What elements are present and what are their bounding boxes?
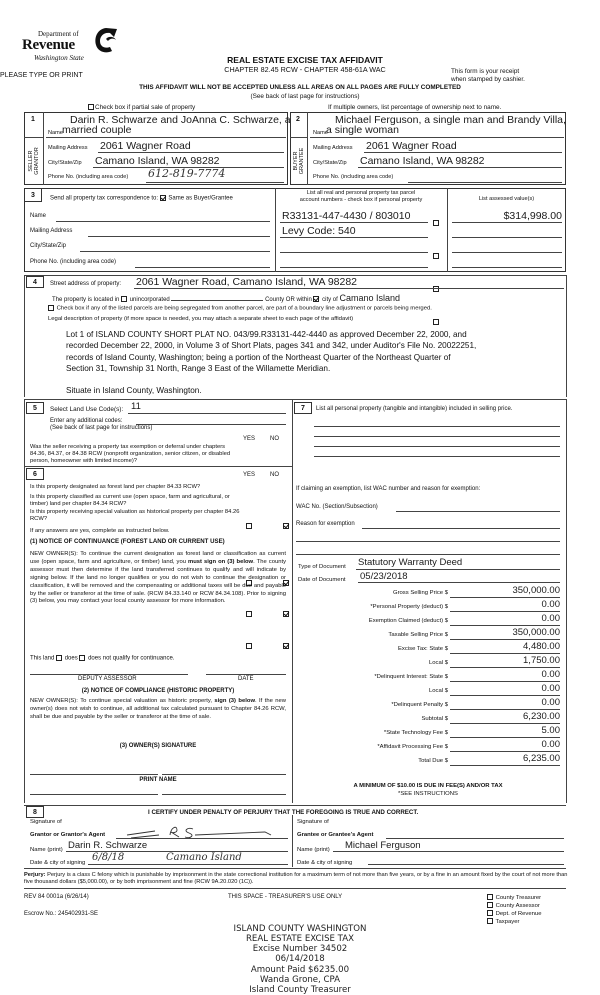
doc-date-value[interactable]: 05/23/2018	[360, 571, 408, 582]
additional-codes-field[interactable]	[136, 424, 286, 425]
grantee-date-label: Date & city of signing	[297, 860, 353, 866]
receipt-note-1: This form is your receipt	[451, 68, 520, 75]
section-4-number: 4	[26, 276, 44, 288]
copy-item	[487, 894, 542, 902]
located-in-label: The property is located in	[52, 297, 120, 303]
legal-line: Lot 1 of ISLAND COUNTY SHORT PLAT NO. 043/99.R33131-442-4440 as approved December 22, 2000, and	[66, 330, 467, 339]
city-of-checkbox[interactable]	[313, 296, 319, 302]
county-field[interactable]	[171, 300, 263, 301]
copy-label: Taxpayer	[495, 919, 520, 925]
stamp-line: Wanda Grone, CPA	[259, 974, 341, 985]
seller-city-label: City/State/Zip	[48, 160, 82, 166]
notice1-pre: NEW OWNER(S): To continue the current designation as forest land or classification as current use (open space, farm and agriculture, or timber) land, you	[30, 551, 286, 565]
personal-property-checkbox[interactable]	[433, 220, 439, 226]
seller-mailing-value[interactable]: 2061 Wagner Road	[100, 140, 191, 152]
escrow-number: 245402931-SE	[58, 911, 99, 917]
section-5-number: 5	[26, 402, 44, 414]
notice1-bold: must sign on (3) below	[188, 558, 254, 565]
parcel-number[interactable]: Levy Code: 540	[282, 225, 356, 237]
segregated-checkbox[interactable]	[48, 305, 54, 311]
assessed-header: List assessed value(s)	[478, 196, 535, 202]
grantor-date-value[interactable]: 6/8/18	[92, 852, 125, 863]
amount-label: Local $	[429, 688, 448, 694]
s6-yes-header: YES	[243, 472, 256, 478]
stamp-line: REAL ESTATE EXCISE TAX	[245, 934, 355, 945]
land-use-code[interactable]: 11	[131, 401, 141, 412]
seller-name-line1[interactable]: Darin R. Schwarze and JoAnna C. Schwarze, a	[70, 114, 291, 126]
multiple-owners-note: If multiple owners, list percentage of ownership next to name.	[328, 104, 502, 111]
wac-label: WAC No. (Section/Subsection)	[296, 504, 378, 510]
exemption-yes-checkbox[interactable]	[246, 523, 252, 529]
deputy-assessor-signature-line[interactable]	[30, 674, 188, 675]
grantor-sig-of-label: Signature of	[30, 819, 62, 825]
please-type-label: PLEASE TYPE OR PRINT	[0, 72, 83, 79]
buyer-phone-value[interactable]	[410, 172, 560, 182]
washington-state-label: Washington State	[34, 54, 84, 62]
personal-property-line[interactable]	[314, 426, 560, 427]
corr-phone-label: Phone No. (including area code)	[30, 259, 117, 265]
section-2-number: 2	[296, 116, 300, 123]
amount-value[interactable]: 5.00	[541, 725, 560, 736]
copy-item	[487, 902, 542, 910]
assessed-value[interactable]: $314,998.00	[503, 210, 562, 222]
amount-label: *State Technology Fee $	[383, 730, 448, 736]
stamp-line: Amount Paid $6235.00	[250, 964, 350, 975]
grantor-agent-label: Grantor or Grantor's Agent	[30, 832, 106, 838]
stamp-line: Excise Number 34502	[252, 944, 348, 955]
perjury-text: Perjury is a class C felony which is punishable by imprisonment in the state correctional institution for a maximum term of not more than five years, or by a fine in an amount fixed by the court of not more than five thousand dollars ($5,000.00), or by both imprisonment and fine (RCW 9A.20.020 (1C)).	[24, 872, 568, 886]
legal-line: Section 31, Township 31 North, Range 3 East of the Willamette Meridian.	[66, 363, 331, 373]
owner-signature-line[interactable]	[162, 774, 286, 775]
revenue-wordmark: Revenue	[22, 37, 75, 53]
minimum-due-note: A MINIMUM OF $10.00 IS DUE IN FEE(S) AND/OR TAX	[353, 783, 503, 789]
parcel-number[interactable]: R33131-447-4430 / 803010	[282, 210, 411, 222]
dept-of-label: Department of	[38, 30, 79, 38]
see-instructions-note: *SEE INSTRUCTIONS	[398, 791, 458, 797]
buyer-phone-label: Phone No. (including area code)	[313, 174, 394, 180]
grantor-city-value[interactable]: Camano Island	[166, 852, 242, 863]
amount-value[interactable]: 0.00	[541, 669, 560, 680]
legal-line: recorded December 22, 2000, in Volume 3 of Short Plats, pages 341 and 342, under Auditor's File No. 20022251,	[66, 341, 477, 351]
amount-value[interactable]: 6,230.00	[523, 711, 560, 722]
parcel-header-line2: account numbers - check box if personal property	[299, 196, 423, 203]
reason-field[interactable]	[296, 541, 560, 542]
s6-question-text: Is this property receiving special valuation as historical property per chapter 84.26 RCW?	[30, 509, 240, 523]
seller-phone-value[interactable]: 612-819-7774	[148, 167, 226, 180]
print-name-line[interactable]	[30, 794, 158, 795]
amount-value[interactable]: 0.00	[541, 739, 560, 750]
parcel-header	[276, 190, 446, 204]
grantee-signature-line[interactable]	[386, 838, 564, 839]
copy-item	[487, 910, 542, 918]
situate-line: Situate in Island County, Washington.	[66, 386, 202, 396]
grantee-agent-label: Grantee or Grantee's Agent	[297, 832, 374, 838]
legal-description[interactable]	[66, 329, 566, 396]
date-label: DATE	[238, 676, 254, 682]
additional-codes-label: Enter any additional codes:	[50, 418, 123, 424]
grantor-date-label: Date & city of signing	[30, 860, 86, 866]
grantor-name-label: Name (print)	[30, 847, 63, 853]
print-name-label: PRINT NAME	[139, 777, 177, 783]
notice2-post: . If the new owner(s) does not wish to continue, all additional tax calculated pursuant to Chapter 84.26 RCW, shall be due and payable by the seller or transferor at the time of sale.	[30, 698, 287, 720]
section-1-number: 1	[31, 116, 35, 123]
dor-logo	[22, 30, 132, 70]
amount-value[interactable]: 350,000.00	[512, 627, 560, 638]
notice2-text	[30, 698, 286, 722]
s6-no-checkbox[interactable]	[283, 643, 289, 649]
see-back-note: (See back of last page for instructions)	[250, 93, 360, 100]
does-not-label: does not qualify for continuance.	[88, 655, 175, 662]
buyer-mailing-value[interactable]: 2061 Wagner Road	[366, 140, 457, 152]
seller-city-value[interactable]: Camano Island, WA 98282	[95, 155, 220, 167]
s6-yes-checkbox[interactable]	[246, 611, 252, 617]
reason-field[interactable]	[362, 528, 560, 529]
amount-value[interactable]: 0.00	[541, 697, 560, 708]
if-yes-note: If any answers are yes, complete as instructed below.	[30, 528, 170, 534]
notice2-title: (2) NOTICE OF COMPLIANCE (HISTORIC PROPERTY)	[81, 688, 235, 694]
city-of-value[interactable]: Camano Island	[339, 293, 401, 303]
amount-label: Local $	[429, 660, 448, 666]
notice2-bold: sign (3) below	[214, 698, 255, 704]
notice1-post: . The county assessor must then determine if the land transferred continues to qualify and will indicate by signing below. If the land no longer qualifies or you do not wish to continue the designation or classification, it will be removed and the compensating or additional taxes will be due and payable by the seller or transferor at the time of sale. (RCW 84.33.140 or RCW 84.34.108). Prior to signing (3) below, you may contact your local county assessor for more information.	[30, 558, 287, 605]
dor-swirl-icon	[92, 26, 120, 56]
buyer-name-line2[interactable]: a single woman	[326, 124, 399, 136]
partial-sale-checkbox[interactable]	[88, 104, 195, 112]
land-use-label: Select Land Use Code(s):	[50, 406, 124, 413]
amount-value[interactable]: 0.00	[541, 613, 560, 624]
perjury-statement	[24, 872, 572, 887]
corr-mailing-label: Mailing Address	[30, 228, 73, 234]
owner-signature-line[interactable]	[30, 774, 158, 775]
grantee-name-label: Name (print)	[297, 847, 330, 853]
buyer-mailing-label: Mailing Address	[313, 145, 353, 151]
copy-distribution	[487, 894, 542, 926]
amount-label: *Personal Property (deduct) $	[370, 604, 448, 610]
receipt-note-2: when stamped by cashier.	[451, 76, 525, 83]
personal-property-line[interactable]	[314, 436, 560, 437]
amount-label: Subtotal $	[421, 716, 448, 722]
notice1-title: (1) NOTICE OF CONTINUANCE (FOREST LAND OR CURRENT USE)	[30, 538, 225, 545]
copy-checkbox[interactable]	[487, 902, 493, 908]
grantor-name-value[interactable]: Darin R. Schwarze	[68, 840, 148, 851]
legal-description-label: Legal description of property (if more space is needed, you may attach a separate sheet to each page of the affidavit)	[48, 316, 354, 322]
segregated-row	[48, 305, 432, 313]
amount-value[interactable]: 350,000.00	[512, 585, 560, 596]
this-land-label: This land	[30, 655, 55, 662]
amount-value[interactable]: 0.00	[541, 683, 560, 694]
s6-no-header: NO	[270, 472, 279, 478]
does-qualify-checkbox[interactable]	[56, 655, 62, 661]
corr-name-label: Name	[30, 213, 47, 219]
amount-label: *Delinquent Interest: State $	[374, 674, 448, 680]
unincorporated-checkbox[interactable]	[121, 296, 127, 302]
stamp-line: 06/14/2018	[275, 954, 325, 965]
treasurer-use-label: THIS SPACE - TREASURER'S USE ONLY	[228, 894, 343, 900]
amount-value[interactable]: 4,480.00	[523, 641, 560, 652]
section-8-number: 8	[26, 806, 44, 818]
personal-property-line[interactable]	[314, 456, 560, 457]
copy-label: County Assessor	[495, 903, 540, 909]
section-3-number: 3	[24, 188, 42, 202]
copy-item	[487, 918, 542, 926]
seller-name-label: Name	[48, 130, 63, 136]
county-or-within-label: County OR within	[265, 297, 312, 303]
send-correspondence-label: Send all property tax correspondence to:	[50, 195, 159, 202]
grantee-name-value[interactable]: Michael Ferguson	[345, 840, 421, 851]
assessor-date-line[interactable]	[206, 674, 286, 675]
segregated-label: Check box if any of the listed parcels are being segregated from another parcel, are part of a boundary line adjustment or parcels being merged.	[56, 305, 432, 312]
exemption-question: Was the seller receiving a property tax exemption or deferral under chapters 84.36, 84.37, or 84.38 RCW (nonprofit organization, senior citizen, or disabled person, homeowner with limited income)?	[30, 444, 231, 465]
form-subtitle: CHAPTER 82.45 RCW - CHAPTER 458-61A WAC	[224, 65, 386, 74]
copy-checkbox[interactable]	[487, 918, 493, 924]
city-of-label: city of	[322, 297, 338, 303]
section-7-number: 7	[294, 402, 312, 414]
wac-field[interactable]	[396, 511, 560, 512]
amount-label: Excise Tax: State $	[398, 646, 448, 652]
owner-signature-title: (3) OWNER(S) SIGNATURE	[119, 743, 197, 749]
amount-label: *Delinquent Penalty $	[391, 702, 448, 708]
s6-no-checkbox[interactable]	[283, 611, 289, 617]
copy-label: County Treasurer	[495, 895, 542, 901]
completion-warning: THIS AFFIDAVIT WILL NOT BE ACCEPTED UNLESS ALL AREAS ON ALL PAGES ARE FULLY COMPLETED	[139, 84, 461, 91]
form-title: REAL ESTATE EXCISE TAX AFFIDAVIT	[227, 55, 383, 65]
amount-value[interactable]: 6,235.00	[523, 753, 560, 764]
amount-label: Taxable Selling Price $	[388, 632, 448, 638]
partial-sale-label: Check box if partial sale of property	[95, 104, 196, 111]
grantee-sig-of-label: Signature of	[297, 819, 329, 825]
corr-city-label: City/State/Zip	[30, 243, 67, 249]
legal-line: records of Island County, Washington; being a portion of the Northeast Quarter of the Northeast Quarter of	[66, 352, 451, 362]
buyer-name-line1[interactable]: Michael Ferguson, a single man and Brandy Villa,	[335, 114, 566, 126]
certify-statement: I CERTIFY UNDER PENALTY OF PERJURY THAT THE FOREGOING IS TRUE AND CORRECT.	[148, 809, 419, 816]
correspondence-label	[50, 195, 233, 203]
street-address-label: Street address of property:	[50, 281, 122, 287]
perjury-label: Perjury:	[24, 872, 46, 878]
s6-question-text: Is this property classified as current use (open space, farm and agricultural, or timber) land per chapter 84.34 RCW?	[30, 494, 230, 508]
checkbox[interactable]	[88, 104, 94, 110]
same-as-buyer-checkbox[interactable]	[160, 195, 166, 201]
exemption-no-checkbox[interactable]	[283, 523, 289, 529]
stamp-line: ISLAND COUNTY WASHINGTON	[233, 924, 367, 934]
notice2-pre: NEW OWNER(S): To continue special valuation as historic property,	[30, 698, 215, 704]
buyer-city-value[interactable]: Camano Island, WA 98282	[360, 155, 485, 167]
form-number: REV 84 0001a (6/26/14)	[24, 894, 89, 900]
s6-yes-checkbox[interactable]	[246, 643, 252, 649]
qualify-row	[30, 655, 174, 663]
section-6-number: 6	[26, 468, 44, 480]
copy-checkbox[interactable]	[487, 894, 493, 900]
personal-property-label: List all personal property (tangible and intangible) included in selling price.	[316, 406, 513, 412]
amount-label: Gross Selling Price $	[392, 590, 448, 596]
same-as-buyer-label: Same as Buyer/Grantee	[168, 195, 233, 202]
buyer-city-label: City/State/Zip	[313, 160, 347, 166]
seller-phone-label: Phone No. (including area code)	[48, 174, 129, 180]
notice1-text	[30, 551, 286, 606]
amount-value[interactable]: 1,750.00	[523, 655, 560, 666]
parcel-header-line1: List all real and personal property tax parcel	[306, 190, 416, 196]
personal-property-line[interactable]	[314, 446, 560, 447]
additional-codes-note: (See back of last page for instructions)	[50, 425, 153, 431]
escrow-label: Escrow No.:	[24, 911, 57, 917]
reason-label: Reason for exemption	[296, 521, 355, 527]
personal-property-checkbox[interactable]	[433, 253, 439, 259]
copy-checkbox[interactable]	[487, 910, 493, 916]
does-label: does	[64, 655, 78, 662]
seller-side-label: SELLER GRANTOR	[28, 147, 41, 175]
does-not-qualify-checkbox[interactable]	[79, 655, 85, 661]
buyer-side-label: BUYER GRANTEE	[293, 147, 306, 175]
print-name-line[interactable]	[162, 794, 286, 795]
amount-label: Total Due $	[418, 758, 448, 764]
amount-label: *Affidavit Processing Fee $	[377, 744, 448, 750]
escrow-row	[24, 911, 98, 919]
no-header: NO	[270, 436, 279, 442]
street-address-value[interactable]: 2061 Wagner Road, Camano Island, WA 98282	[136, 276, 358, 288]
seller-name-line2[interactable]: married couple	[62, 124, 132, 136]
unincorporated-label: unincorporated	[129, 297, 170, 303]
amount-value[interactable]: 0.00	[541, 599, 560, 610]
doc-type-label: Type of Document	[298, 564, 346, 570]
copy-label: Dept. of Revenue	[495, 911, 542, 917]
personal-property-checkbox[interactable]	[433, 319, 439, 325]
doc-date-label: Date of Document	[298, 577, 346, 583]
stamp-line: Island County Treasurer	[249, 984, 351, 995]
doc-type-value[interactable]: Statutory Warranty Deed	[358, 557, 463, 568]
deputy-assessor-label: DEPUTY ASSESSOR	[78, 676, 137, 682]
treasurer-stamp	[200, 924, 400, 995]
buyer-name-label: Name	[313, 130, 328, 136]
property-location-row	[52, 293, 400, 305]
s6-question-text: Is this property designated as forest land per chapter 84.33 RCW?	[30, 484, 201, 490]
seller-mailing-label: Mailing Address	[48, 145, 88, 151]
amount-label: Exemption Claimed (deduct) $	[368, 618, 448, 624]
yes-header: YES	[243, 436, 256, 442]
exemption-label: If claiming an exemption, list WAC number and reason for exemption:	[296, 486, 481, 492]
